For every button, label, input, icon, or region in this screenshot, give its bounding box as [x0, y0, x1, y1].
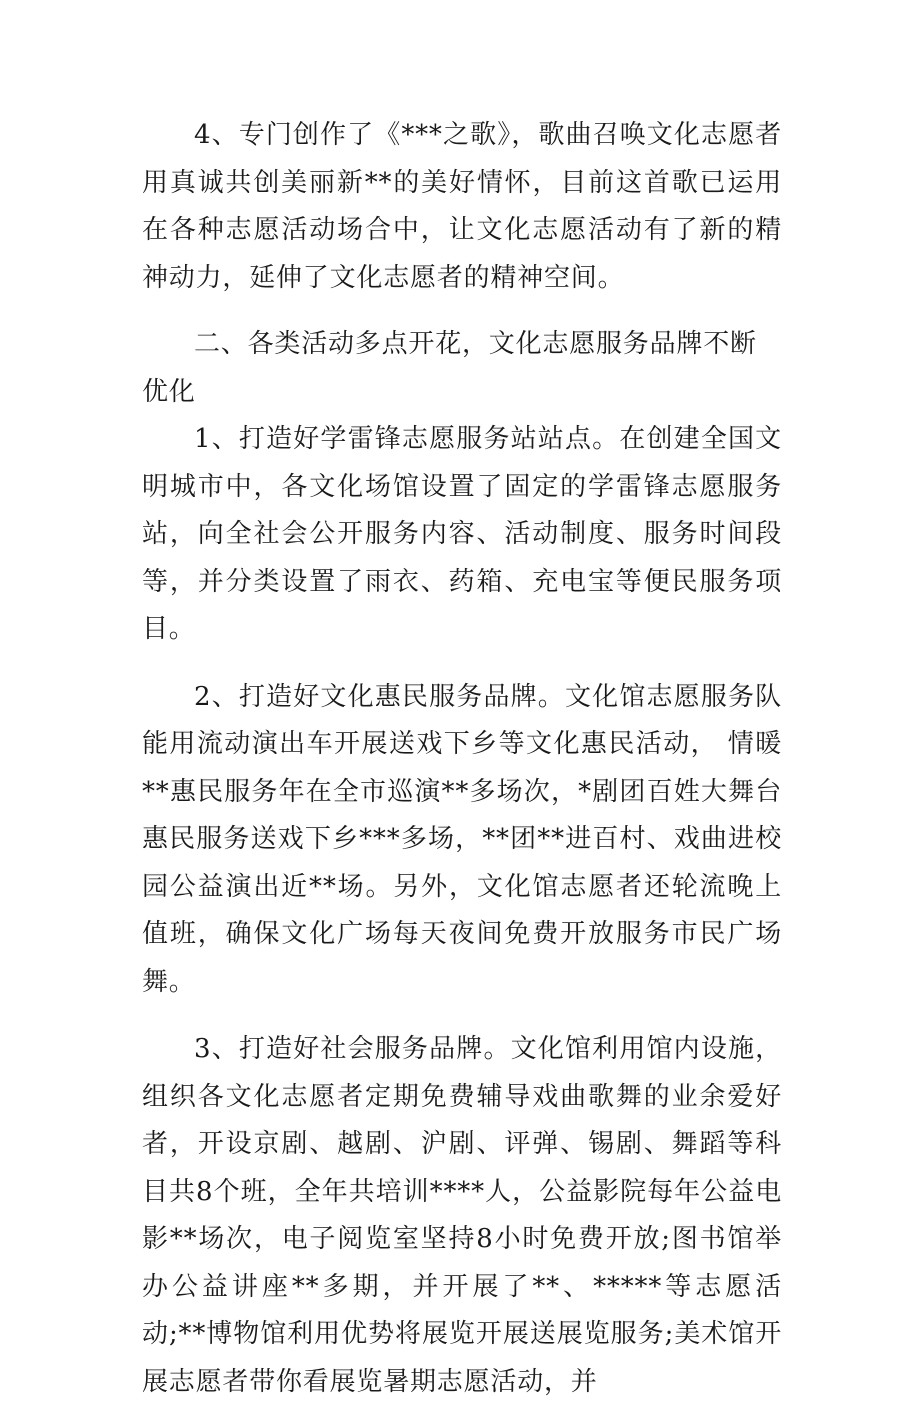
paragraph-item-4: 4、专门创作了《***之歌》，歌曲召唤文化志愿者用真诚共创美丽新**的美好情怀，目前这首歌已运用在各种志愿活动场合中，让文化志愿活动有了新的精神动力，延伸了文化志愿者的精神空间。: [142, 120, 782, 293]
paragraph-item-3-social-service: 3、打造好社会服务品牌。文化馆利用馆内设施，组织各文化志愿者定期免费辅导戏曲歌舞的业余爱好者，开设京剧、越剧、沪剧、评弹、锡剧、舞蹈等科目共8个班，全年共培训****人，公益影院每年公益电影**场次，电子阅览室坚持8小时免费开放;图书馆举办公益讲座**多期，并开展了**、*****等志愿活动;**博物馆利用优势将展览开展送展览服务;美术馆开展志愿者带你看展览暑期志愿活动，并: [142, 1034, 782, 1397]
document-body: [142, 112, 782, 1406]
paragraph-item-1-volunteer-station: 1、打造好学雷锋志愿服务站站点。在创建全国文明城市中，各文化场馆设置了固定的学雷锋志愿服务站，向全社会公开服务内容、活动制度、服务时间段等，并分类设置了雨衣、药箱、充电宝等便民服务项目。: [142, 424, 782, 644]
paragraph-item-2-cultural-benefit: 2、打造好文化惠民服务品牌。文化馆志愿服务队能用流动演出车开展送戏下乡等文化惠民活动， 情暖**惠民服务年在全市巡演**多场次，*剧团百姓大舞台惠民服务送戏下乡***多场，**团**进百村、戏曲进校园公益演出近**场。另外，文化馆志愿者还轮流晚上值班，确保文化广场每天夜间免费开放服务市民广场舞。: [142, 681, 782, 997]
section-heading: 二、各类活动多点开花，文化志愿服务品牌不断优化: [142, 329, 757, 407]
